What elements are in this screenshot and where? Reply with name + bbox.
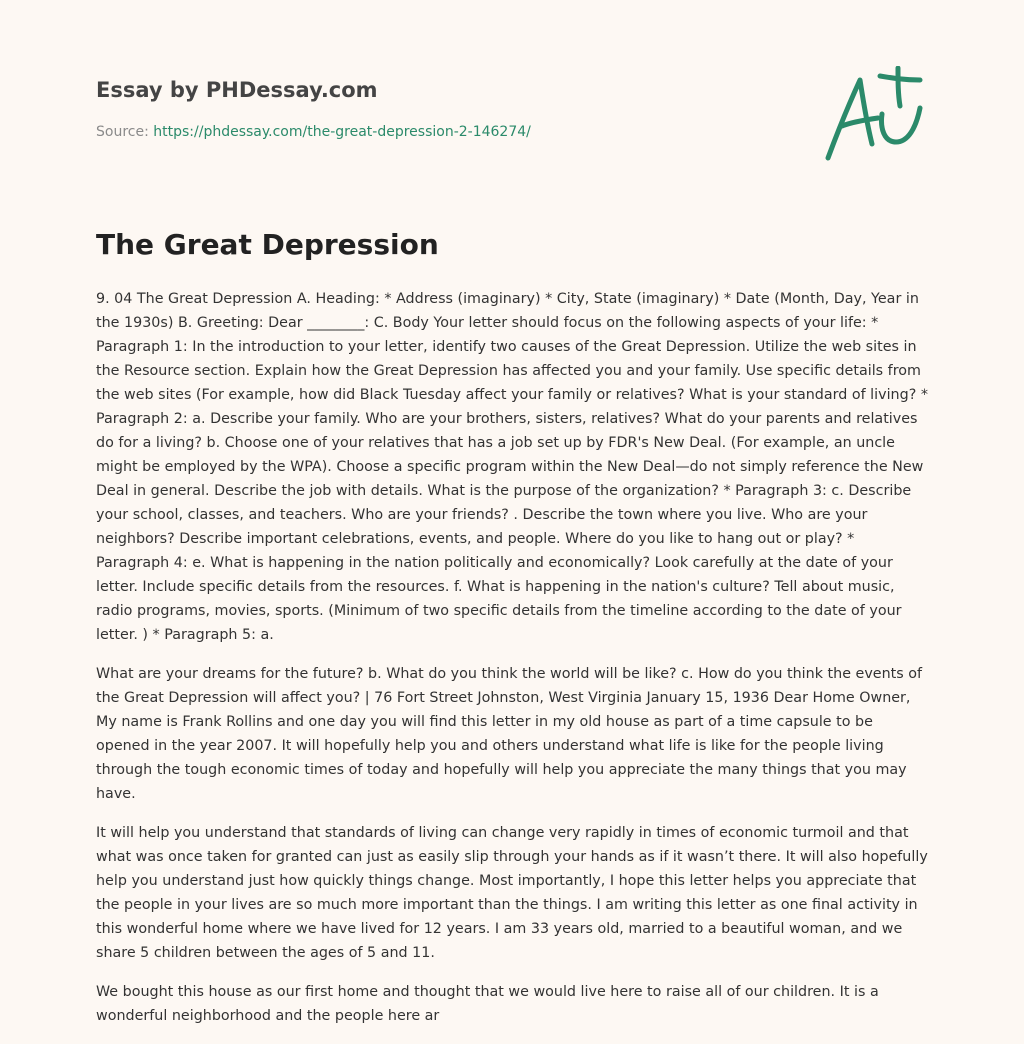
source-link[interactable]: https://phdessay.com/the-great-depression-2-146274/ <box>153 124 531 140</box>
source-line <box>96 124 531 140</box>
essay-title: The Great Depression <box>96 228 439 261</box>
site-brand: Essay by PHDessay.com <box>96 78 378 102</box>
essay-paragraph: 9. 04 The Great Depression A. Heading: * Address (imaginary) * City, State (imaginary) * Date (Month, Day, Year in the 1930s) B. Greeting: Dear ________: C. Body Your letter should focus on the following aspects of your life: * Paragraph 1: In the introduction to your letter, identify two causes of the Great Depression. Utilize the web sites in the Resource section. Explain how the Great Depression has affected you and your family. Use specific details from the web sites (For example, how did Black Tuesday affect your family or relatives? What is your standard of living? * Paragraph 2: a. Describe your family. Who are your brothers, sisters, relatives? What do your parents and relatives do for a living? b. Choose one of your relatives that has a job set up by FDR's New Deal. (For example, an uncle might be employed by the WPA). Choose a specific program within the New Deal—do not simply reference the New Deal in general. Describe the job with details. What is the purpose of the organization? * Paragraph 3: c. Describe your school, classes, and teachers. Who are your friends? . Describe the town where you live. Who are your neighbors? Describe important celebrations, events, and people. Where do you like to hang out or play? * Paragraph 4: e. What is happening in the nation politically and economically? Look carefully at the date of your letter. Include specific details from the resources. f. What is happening in the nation's culture? Tell about music, radio programs, movies, sports. (Minimum of two specific details from the timeline according to the date of your letter. ) * Paragraph 5: a. <box>96 291 928 643</box>
a-plus-logo-icon <box>818 66 930 166</box>
source-label: Source: <box>96 124 149 140</box>
essay-body <box>96 287 930 1043</box>
essay-paragraph: What are your dreams for the future? b. What do you think the world will be like? c. How do you think the events of the Great Depression will affect you? | 76 Fort Street Johnston, West Virginia January 15, 1936 Dear Home Owner, My name is Frank Rollins and one day you will find this letter in my old house as part of a time capsule to be opened in the year 2007. It will hopefully help you and others understand what life is like for the people living through the tough economic times of today and hopefully will help you appreciate the many things that you may have. <box>96 666 923 802</box>
essay-paragraph: We bought this house as our first home and thought that we would live here to raise all of our children. It is a wonderful neighborhood and the people here ar <box>96 984 879 1024</box>
essay-paragraph: It will help you understand that standards of living can change very rapidly in times of economic turmoil and that what was once taken for granted can just as easily slip through your hands as if it wasn’t there. It will also hopefully help you understand just how quickly things change. Most importantly, I hope this letter helps you appreciate that the people in your lives are so much more important than the things. I am writing this letter as one final activity in this wonderful home where we have lived for 12 years. I am 33 years old, married to a beautiful woman, and we share 5 children between the ages of 5 and 11. <box>96 825 928 961</box>
essay-header <box>96 74 928 140</box>
